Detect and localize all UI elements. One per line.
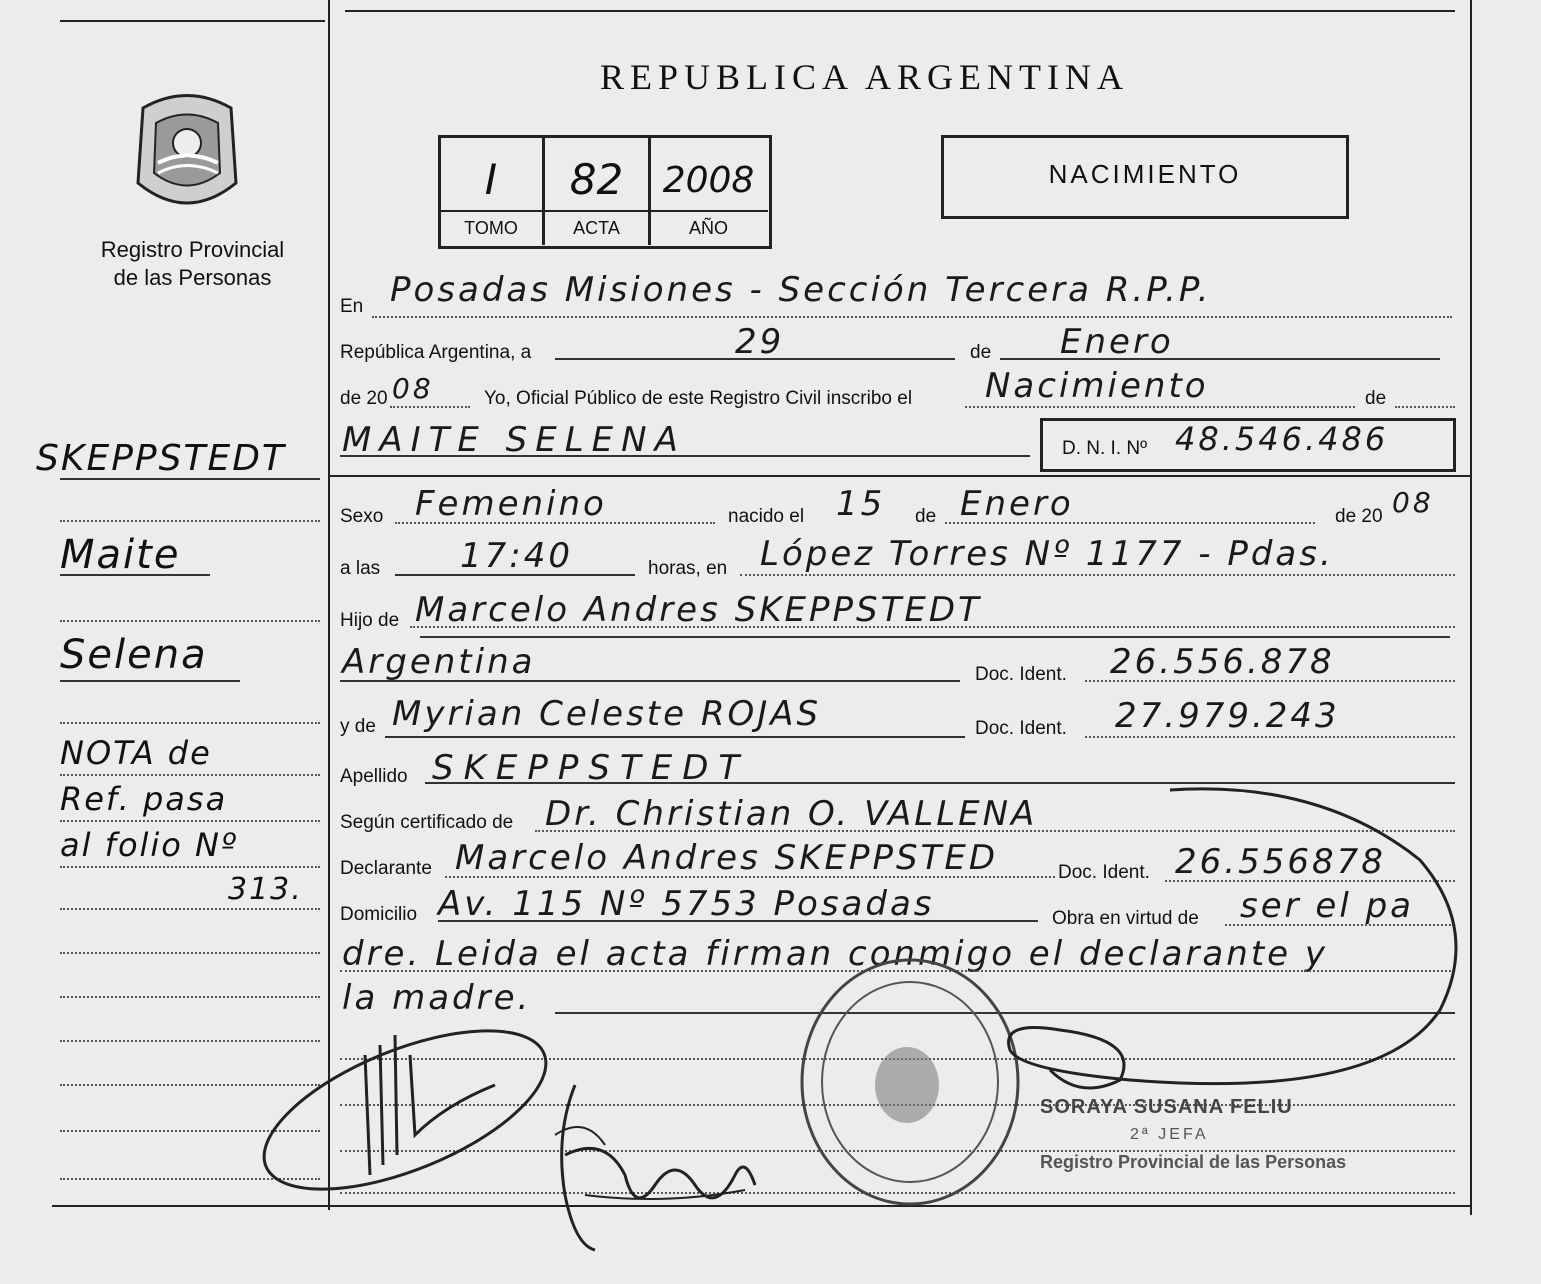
yde-label: y de xyxy=(340,716,376,737)
en-dots xyxy=(372,316,1452,318)
signature-icon xyxy=(245,1015,565,1205)
margin-dots-8 xyxy=(60,952,320,954)
margin-dots-9 xyxy=(60,996,320,998)
margin-note-3: al folio Nº xyxy=(60,826,239,864)
registry-name xyxy=(60,236,325,292)
country-title: REPUBLICA ARGENTINA xyxy=(600,57,1130,97)
birth-month: Enero xyxy=(960,484,1074,524)
seal-icon xyxy=(795,955,1025,1210)
declarante-dots xyxy=(445,876,1055,878)
child-name-line xyxy=(340,455,1030,457)
signature-icon xyxy=(545,1075,765,1255)
de20-label: de 20 xyxy=(340,388,388,409)
mother-doc-label: Doc. Ident. xyxy=(975,718,1067,739)
acta-value: 82 xyxy=(569,155,624,204)
dni-value: 48.546.486 xyxy=(1175,420,1389,458)
year-value: 08 xyxy=(392,372,434,405)
signature-official xyxy=(1000,780,1470,1110)
alas-label: a las xyxy=(340,558,381,579)
obra-line-3: la madre. xyxy=(342,978,532,1018)
margin-dots-3 xyxy=(60,722,320,724)
registry-line-2: de las Personas xyxy=(113,265,272,290)
signature-declarant xyxy=(245,1015,565,1205)
margin-dots-6 xyxy=(60,866,320,868)
dni-label: D. N. I. Nº xyxy=(1062,438,1148,459)
sexo-label: Sexo xyxy=(340,506,384,527)
margin-name-1-line xyxy=(60,574,210,576)
de2-dots xyxy=(1395,406,1455,408)
place-dots xyxy=(740,574,1455,576)
margin-name-2: Selena xyxy=(60,632,208,678)
tomo-value: I xyxy=(484,155,498,204)
emblem-icon xyxy=(128,88,246,218)
anio-label: AÑO xyxy=(688,218,728,238)
official-title: 2ª JEFA xyxy=(1130,1126,1209,1143)
apellido-label: Apellido xyxy=(340,766,408,787)
margin-dots-4 xyxy=(60,774,320,776)
de20b-label: de 20 xyxy=(1335,506,1383,527)
record-box-mid-rule xyxy=(440,210,768,212)
de-label: de xyxy=(970,342,992,363)
doctor-value: Dr. Christian O. VALLENA xyxy=(545,794,1038,834)
act-dots xyxy=(965,406,1355,408)
anio-value: 2008 xyxy=(662,160,755,201)
domicilio-value: Av. 115 Nº 5753 Posadas xyxy=(438,884,935,924)
en-value: Posadas Misiones - Sección Tercera R.P.P. xyxy=(390,270,1212,310)
hijo-label: Hijo de xyxy=(340,610,400,631)
official-office: Registro Provincial de las Personas xyxy=(1040,1152,1347,1172)
child-name: MAITE SELENA xyxy=(342,420,686,460)
province-emblem xyxy=(128,88,246,218)
margin-name-1: Maite xyxy=(60,532,181,578)
father-line xyxy=(420,636,1450,638)
father-nationality: Argentina xyxy=(342,642,536,682)
margin-surname-line xyxy=(60,478,320,480)
nacido-label: nacido el xyxy=(728,506,805,527)
sexo-value: Femenino xyxy=(415,484,607,524)
horas-label: horas, en xyxy=(648,558,728,579)
tomo-label: TOMO xyxy=(464,218,518,238)
place-value: López Torres Nº 1177 - Pdas. xyxy=(760,534,1334,574)
mother-doc: 27.979.243 xyxy=(1115,696,1340,736)
registry-line-1: Registro Provincial xyxy=(100,237,285,262)
obra-value: ser el pa xyxy=(1240,886,1415,926)
signature-icon xyxy=(1000,780,1470,1110)
margin-note-4: 313. xyxy=(228,872,303,907)
margin-dots-2 xyxy=(60,620,320,622)
margin-name-2-line xyxy=(60,680,240,682)
obra-line-2: dre. Leida el acta firman conmigo el declarante y xyxy=(342,934,1328,974)
obra-label: Obra en virtud de xyxy=(1052,908,1199,929)
nationality-line xyxy=(340,680,960,682)
de2-label: de xyxy=(1365,388,1387,409)
republica-label: República Argentina, a xyxy=(340,342,532,363)
margin-dots-7 xyxy=(60,908,320,910)
segun-label: Según certificado de xyxy=(340,812,514,833)
declarante-doc: 26.556878 xyxy=(1175,842,1386,882)
mother-doc-dots xyxy=(1085,736,1455,738)
official-seal xyxy=(795,955,1025,1210)
margin-note-2: Ref. pasa xyxy=(60,780,228,818)
mother-name: Myrian Celeste ROJAS xyxy=(392,694,822,734)
time-value: 17:40 xyxy=(460,536,573,576)
year-dots xyxy=(390,406,470,408)
margin-dots-1 xyxy=(60,520,320,522)
father-doc: 26.556.878 xyxy=(1110,642,1335,682)
section-rule xyxy=(330,475,1470,477)
top-rule xyxy=(345,10,1455,12)
yo-label: Yo, Oficial Público de este Registro Civil inscribo el xyxy=(484,388,913,409)
domicilio-label: Domicilio xyxy=(340,904,418,925)
domicilio-line xyxy=(438,920,1038,922)
day-value: 29 xyxy=(735,322,785,362)
en-label: En xyxy=(340,296,364,317)
mother-line xyxy=(385,736,965,738)
margin-surname: SKEPPSTEDT xyxy=(36,438,286,479)
signature-mother xyxy=(545,1075,765,1255)
declarante-doc-label: Doc. Ident. xyxy=(1058,862,1150,883)
month-value: Enero xyxy=(1060,322,1174,362)
apellido-value: SKEPPSTEDT xyxy=(432,748,750,788)
father-name: Marcelo Andres SKEPPSTEDT xyxy=(415,590,982,630)
declarante-label: Declarante xyxy=(340,858,432,879)
margin-note-1: NOTA de xyxy=(60,734,212,772)
de3-label: de xyxy=(915,506,937,527)
official-name: SORAYA SUSANA FELIU xyxy=(1040,1096,1293,1118)
birth-day: 15 xyxy=(836,484,886,524)
act-value: Nacimiento xyxy=(985,366,1209,406)
right-border xyxy=(1470,0,1472,1215)
acta-label: ACTA xyxy=(573,218,620,238)
father-doc-label: Doc. Ident. xyxy=(975,664,1067,685)
record-type: NACIMIENTO xyxy=(1048,159,1242,189)
declarante-value: Marcelo Andres SKEPPSTED xyxy=(455,838,999,878)
birth-year: 08 xyxy=(1392,486,1434,519)
margin-dots-5 xyxy=(60,820,320,822)
left-top-rule xyxy=(60,20,325,22)
